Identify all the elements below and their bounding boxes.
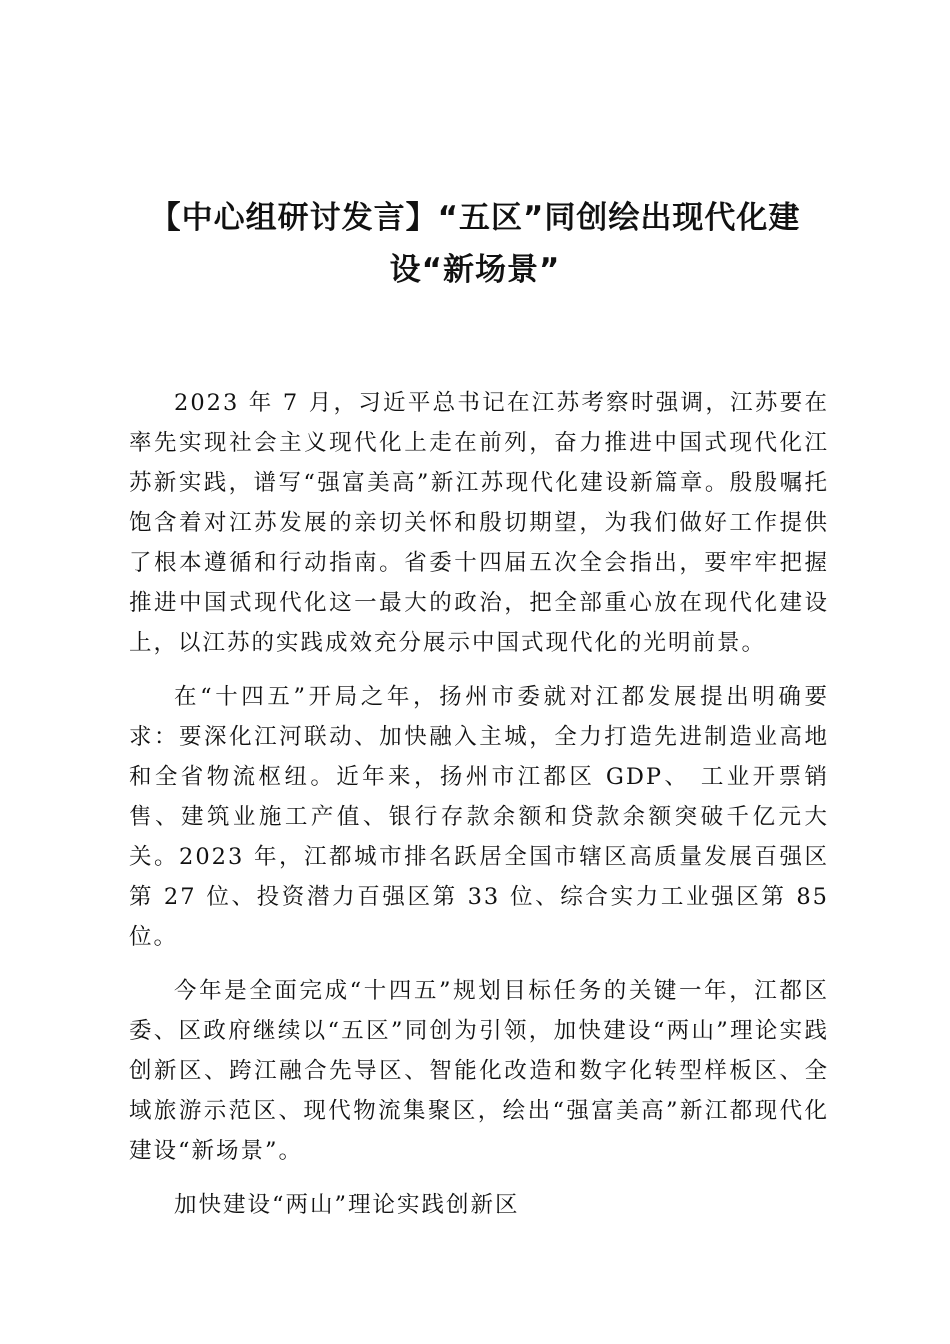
paragraph-3: 今年是全面完成“十四五”规划目标任务的关键一年，江都区委、区政府继续以“五区”同创为引领，加快建设“两山”理论实践创新区、跨江融合先导区、智能化改造和数字化转型样板区、全域旅游示范区、现代物流集聚区，绘出“强富美高”新江都现代化建设“新场景”。	[129, 978, 829, 1164]
document-body	[129, 383, 829, 1225]
document-title: 【中心组研讨发言】“五区”同创绘出现代化建设“新场景”	[149, 200, 801, 288]
paragraph-2: 在“十四五”开局之年，扬州市委就对江都发展提出明确要求：要深化江河联动、加快融入主城，全力打造先进制造业高地和全省物流枢纽。近年来，扬州市江都区 GDP、 工业开票销售、建筑业施工产值、银行存款余额和贷款余额突破千亿元大关。2023 年，江都城市排名跃居全国市辖区高质量发展百强区第 27 位、投资潜力百强区第 33 位、综合实力工业强区第 85 位。	[129, 684, 829, 950]
section-heading: 加快建设“两山”理论实践创新区	[174, 1192, 520, 1218]
paragraph-1: 2023 年 7 月，习近平总书记在江苏考察时强调，江苏要在率先实现社会主义现代化上走在前列，奋力推进中国式现代化江苏新实践，谱写“强富美高”新江苏现代化建设新篇章。殷殷嘱托饱含着对江苏发展的亲切关怀和殷切期望，为我们做好工作提供了根本遵循和行动指南。省委十四届五次全会指出，要牢牢把握推进中国式现代化这一最大的政治，把全部重心放在现代化建设上，以江苏的实践成效充分展示中国式现代化的光明前景。	[129, 390, 829, 656]
